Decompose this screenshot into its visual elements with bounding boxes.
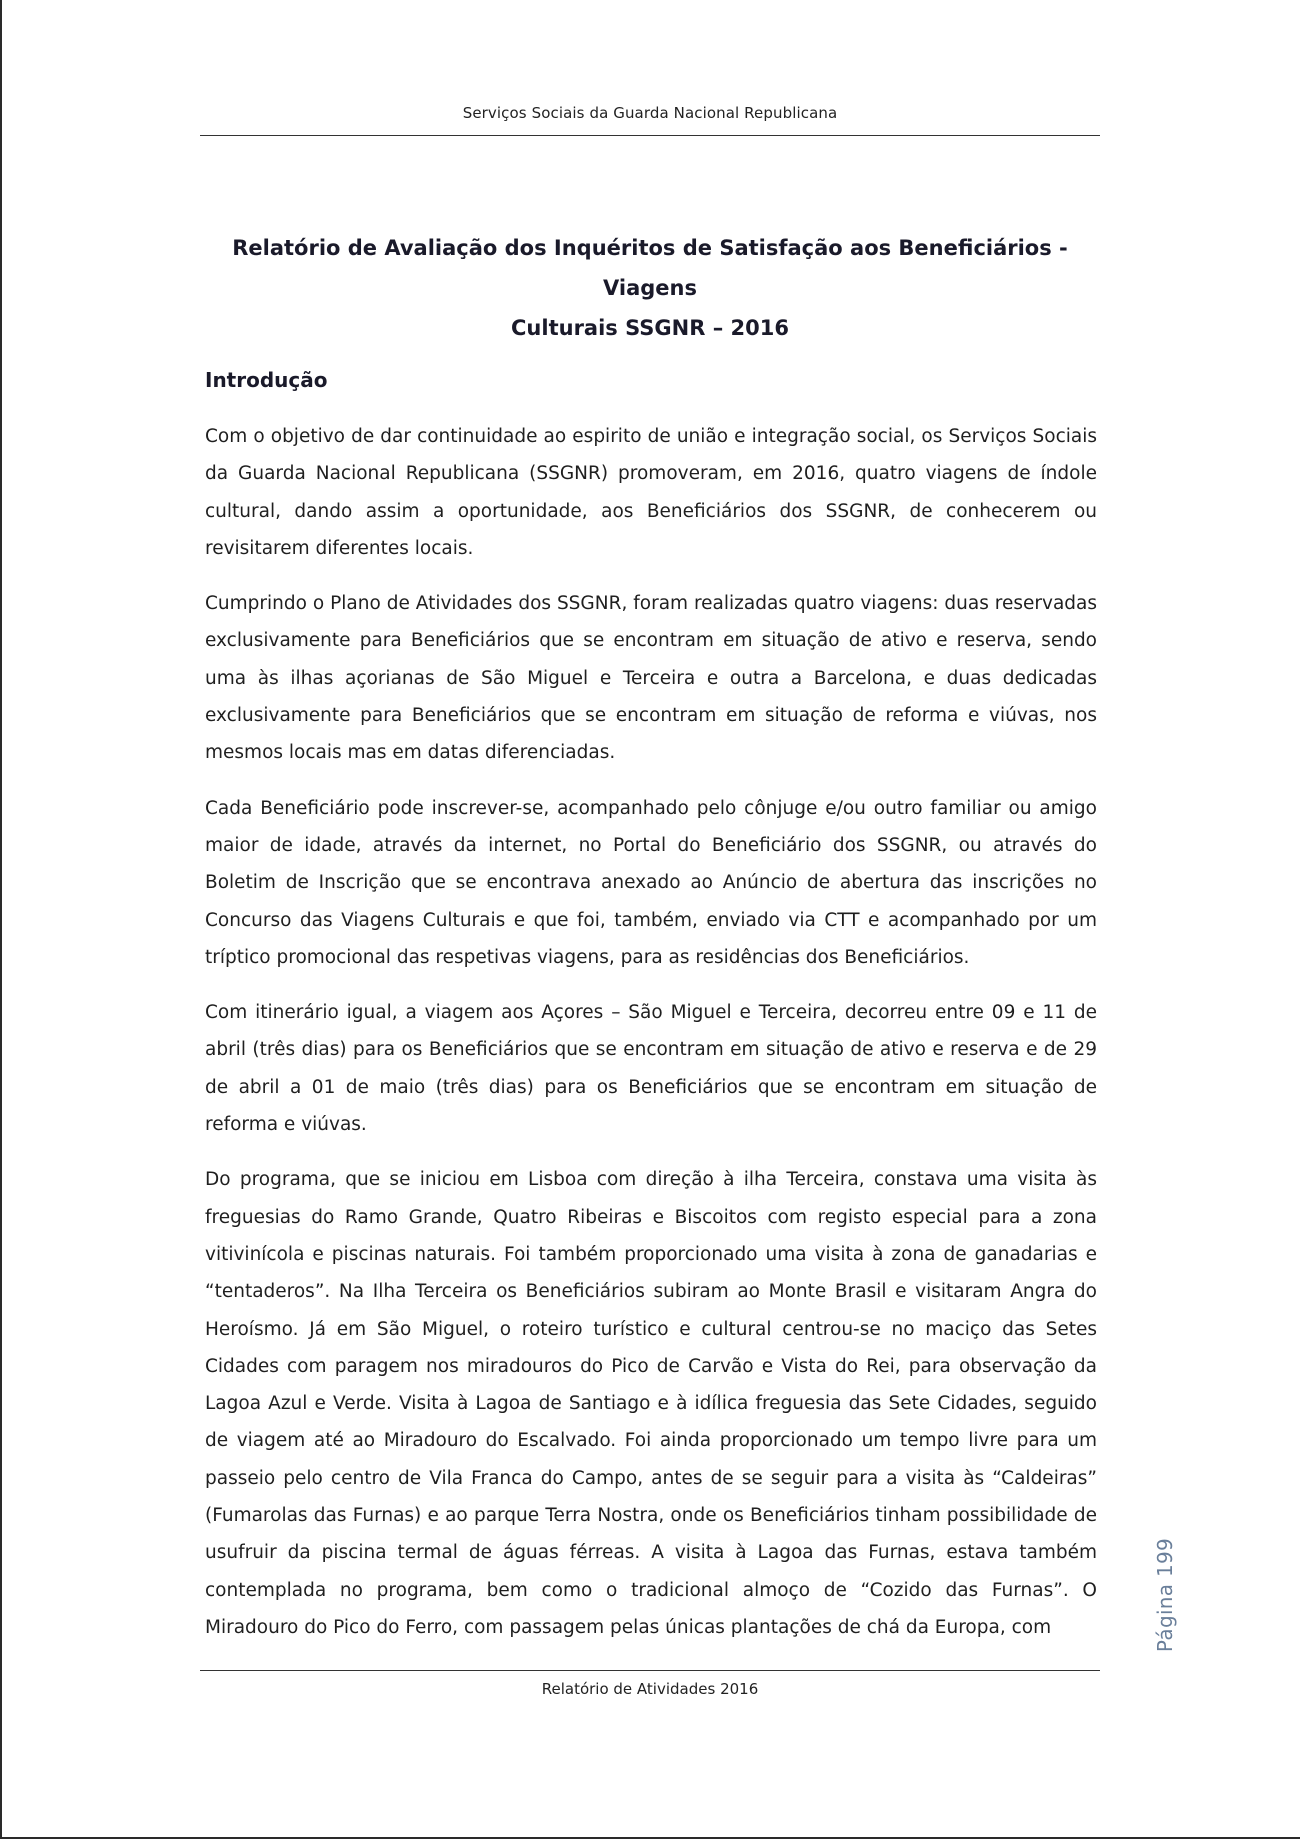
running-header: Serviços Sociais da Guarda Nacional Republicana bbox=[462, 104, 838, 122]
paragraph: Com itinerário igual, a viagem aos Açores – São Miguel e Terceira, decorreu entre 09 e 11 de abril (três dias) para os Beneficiários que se encontram em situação de ativo e reserva e de 29 de abril a 01 de maio (três dias) para os Beneficiários que se encontram em situação de reforma e viúvas. bbox=[205, 1002, 1097, 1136]
paragraph: Com o objetivo de dar continuidade ao espirito de união e integração social, os Serviços Sociais da Guarda Nacional Republicana (SSGNR) promoveram, em 2016, quatro viagens de índole cultural, dando assim a oportunidade, aos Beneficiários dos SSGNR, de conhecerem ou revisitarem diferentes locais. bbox=[205, 426, 1097, 559]
running-footer: Relatório de Atividades 2016 bbox=[541, 1680, 759, 1698]
section-heading-introduction: Introdução bbox=[205, 368, 328, 392]
document-title bbox=[200, 228, 1100, 348]
body-text bbox=[205, 418, 1097, 1664]
paragraph: Do programa, que se iniciou em Lisboa com direção à ilha Terceira, constava uma visita às freguesias do Ramo Grande, Quatro Ribeiras e Biscoitos com registo especial para a zona vitivinícola e piscinas naturais. Foi também proporcionado uma visita à zona de ganadarias e “tentaderos”. Na Ilha Terceira os Beneficiários subiram ao Monte Brasil e visitaram Angra do Heroísmo. Já em São Miguel, o roteiro turístico e cultural centrou-se no maciço das Setes Cidades com paragem nos miradouros do Pico de Carvão e Vista do Rei, para observação da Lagoa Azul e Verde. Visita à Lagoa de Santiago e à idílica freguesia das Sete Cidades, seguido de viagem até ao Miradouro do Escalvado. Foi ainda proporcionado um tempo livre para um passeio pelo centro de Vila Franca do Campo, antes de se seguir para a visita às “Caldeiras” (Fumarolas das Furnas) e ao parque Terra Nostra, onde os Beneficiários tinham possibilidade de usufruir da piscina termal de águas férreas. A visita à Lagoa das Furnas, estava também contemplada no programa, bem como o tradicional almoço de “Cozido das Furnas”. O Miradouro do Pico do Ferro, com passagem pelas únicas plantações de chá da Europa, com bbox=[205, 1169, 1097, 1638]
footer-divider bbox=[200, 1670, 1100, 1671]
paragraph: Cumprindo o Plano de Atividades dos SSGNR, foram realizadas quatro viagens: duas reservadas exclusivamente para Beneficiários que se encontram em situação de ativo e reserva, sendo uma às ilhas açorianas de São Miguel e Terceira e outra a Barcelona, e duas dedicadas exclusivamente para Beneficiários que se encontram em situação de reforma e viúvas, nos mesmos locais mas em datas diferenciadas. bbox=[205, 593, 1097, 764]
page-number bbox=[1150, 1537, 1180, 1653]
document-title-line-1: Relatório de Avaliação dos Inquéritos de Satisfação aos Beneficiários - Viagens bbox=[232, 236, 1068, 300]
header-divider bbox=[200, 135, 1100, 136]
document-title-line-2: Culturais SSGNR – 2016 bbox=[511, 316, 789, 340]
paragraph: Cada Beneficiário pode inscrever-se, acompanhado pelo cônjuge e/ou outro familiar ou amigo maior de idade, através da internet, no Portal do Beneficiário dos SSGNR, ou através do Boletim de Inscrição que se encontrava anexado ao Anúncio de abertura das inscrições no Concurso das Viagens Culturais e que foi, também, enviado via CTT e acompanhado por um tríptico promocional das respetivas viagens, para as residências dos Beneficiários. bbox=[205, 797, 1097, 968]
page-number-label: Página 199 bbox=[1153, 1537, 1177, 1653]
